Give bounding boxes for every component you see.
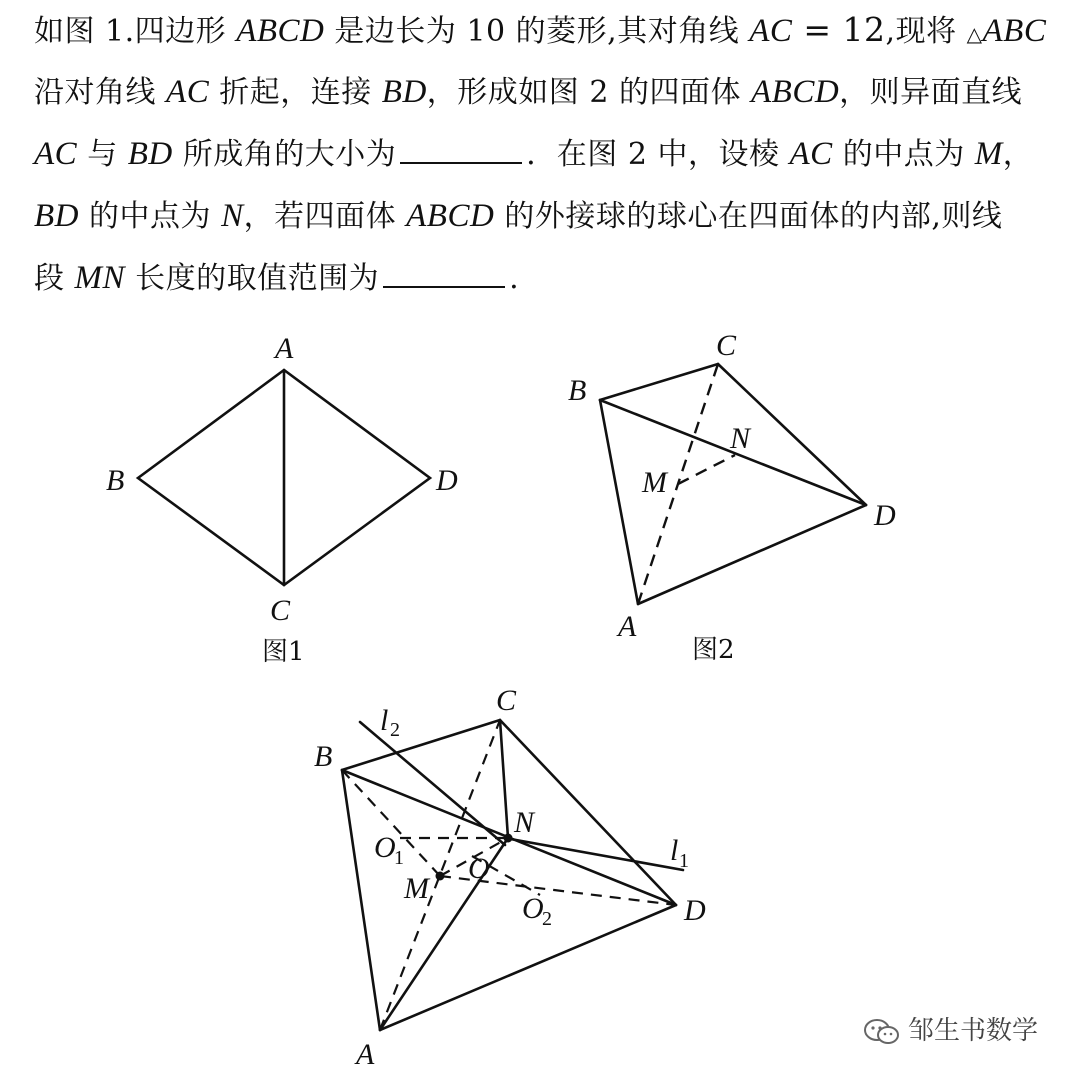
math-m: M: [974, 136, 1003, 172]
fig2-label-c: C: [716, 329, 737, 362]
fig2-edge-ba: [600, 400, 638, 604]
fig3-line-l1: [505, 838, 683, 870]
text: 折起，连接: [209, 75, 382, 110]
text: 与: [77, 137, 128, 172]
fig2-edge-bc: [600, 364, 718, 400]
text: ．在图 2 中，设棱: [526, 137, 790, 172]
fig3-label-l1-sub: 1: [679, 850, 689, 872]
wechat-icon: [862, 1017, 902, 1047]
text: 的外接球的球心在四面体的内部,则线: [494, 199, 1003, 234]
fig2-edge-ad: [638, 505, 866, 604]
fig3-label-n: N: [514, 806, 535, 839]
figure-2: [600, 364, 866, 604]
fig3-label-b: B: [314, 740, 333, 773]
fig1-caption: 图1: [262, 637, 305, 667]
fig2-label-b: B: [568, 374, 587, 407]
fig2-label-m: M: [642, 466, 667, 499]
math-ac: AC: [34, 136, 78, 172]
text: 的中点为: [79, 199, 222, 234]
fig1-label-c: C: [270, 594, 291, 627]
math-abcd: ABCD: [406, 198, 495, 234]
fig3-label-d: D: [684, 894, 706, 927]
text: .: [509, 261, 520, 296]
fig2-label-a: A: [618, 610, 637, 643]
fig3-label-l2: l: [380, 704, 389, 737]
fig3-label-o1-sub: 1: [394, 847, 404, 869]
text: 长度的取值范围为: [125, 261, 380, 296]
fig1-label-b: B: [106, 464, 125, 497]
watermark: [862, 1010, 1038, 1047]
text: 是边长为 10 的菱形,其对角线: [324, 14, 750, 49]
fig3-edge-cn: [500, 720, 508, 838]
math-abcd: ABCD: [751, 74, 840, 110]
fig2-label-d: D: [874, 499, 896, 532]
fig3-point-m: [436, 872, 445, 881]
math-n: N: [221, 198, 244, 234]
fig3-label-o2: O: [522, 892, 544, 925]
math-abcd: ABCD: [236, 13, 325, 49]
fig3-point-n: [504, 834, 513, 843]
math-ac: AC: [789, 136, 833, 172]
fig3-label-l2-sub: 2: [390, 719, 400, 741]
math-equals-12: = 12: [792, 10, 886, 49]
fig3-label-a: A: [356, 1038, 375, 1071]
text: ，若四面体: [243, 199, 407, 234]
text: ，则异面直线: [839, 75, 1023, 110]
text: ，: [1002, 137, 1034, 172]
text: 段: [34, 261, 75, 296]
math-ac: AC: [166, 74, 210, 110]
fig3-label-o1: O: [374, 831, 396, 864]
triangle-symbol: △: [966, 22, 983, 46]
fig3-label-o2-sub: 2: [542, 908, 552, 930]
fig3-label-o: O: [468, 852, 490, 885]
figure-3: [342, 720, 683, 1030]
fig3-label-c: C: [496, 684, 517, 717]
text: 所成角的大小为: [172, 137, 397, 172]
fig2-caption: 图2: [692, 635, 735, 665]
text: ,现将: [885, 14, 967, 49]
math-abc: ABC: [982, 13, 1047, 49]
text: 如图 1.四边形: [34, 14, 237, 49]
figure-1: [138, 370, 430, 585]
math-mn: MN: [74, 260, 126, 296]
fig2-segment-mn-hidden: [678, 455, 735, 484]
math-bd: BD: [34, 198, 79, 234]
math-bd: BD: [127, 136, 173, 172]
fig3-edge-ba: [342, 770, 380, 1030]
fig1-label-a: A: [275, 332, 294, 365]
math-bd: BD: [381, 74, 427, 110]
text: ，形成如图 2 的四面体: [426, 75, 751, 110]
fig2-label-n: N: [730, 422, 751, 455]
fig1-label-d: D: [436, 464, 458, 497]
fig3-label-l1: l: [670, 834, 679, 867]
watermark-text: 邹生书数学: [908, 1016, 1039, 1046]
fig3-label-m: M: [404, 872, 429, 905]
figure-3-hidden: [342, 720, 679, 1030]
text: 沿对角线: [34, 75, 167, 110]
math-ac: AC: [749, 13, 793, 49]
text: 的中点为: [832, 137, 975, 172]
